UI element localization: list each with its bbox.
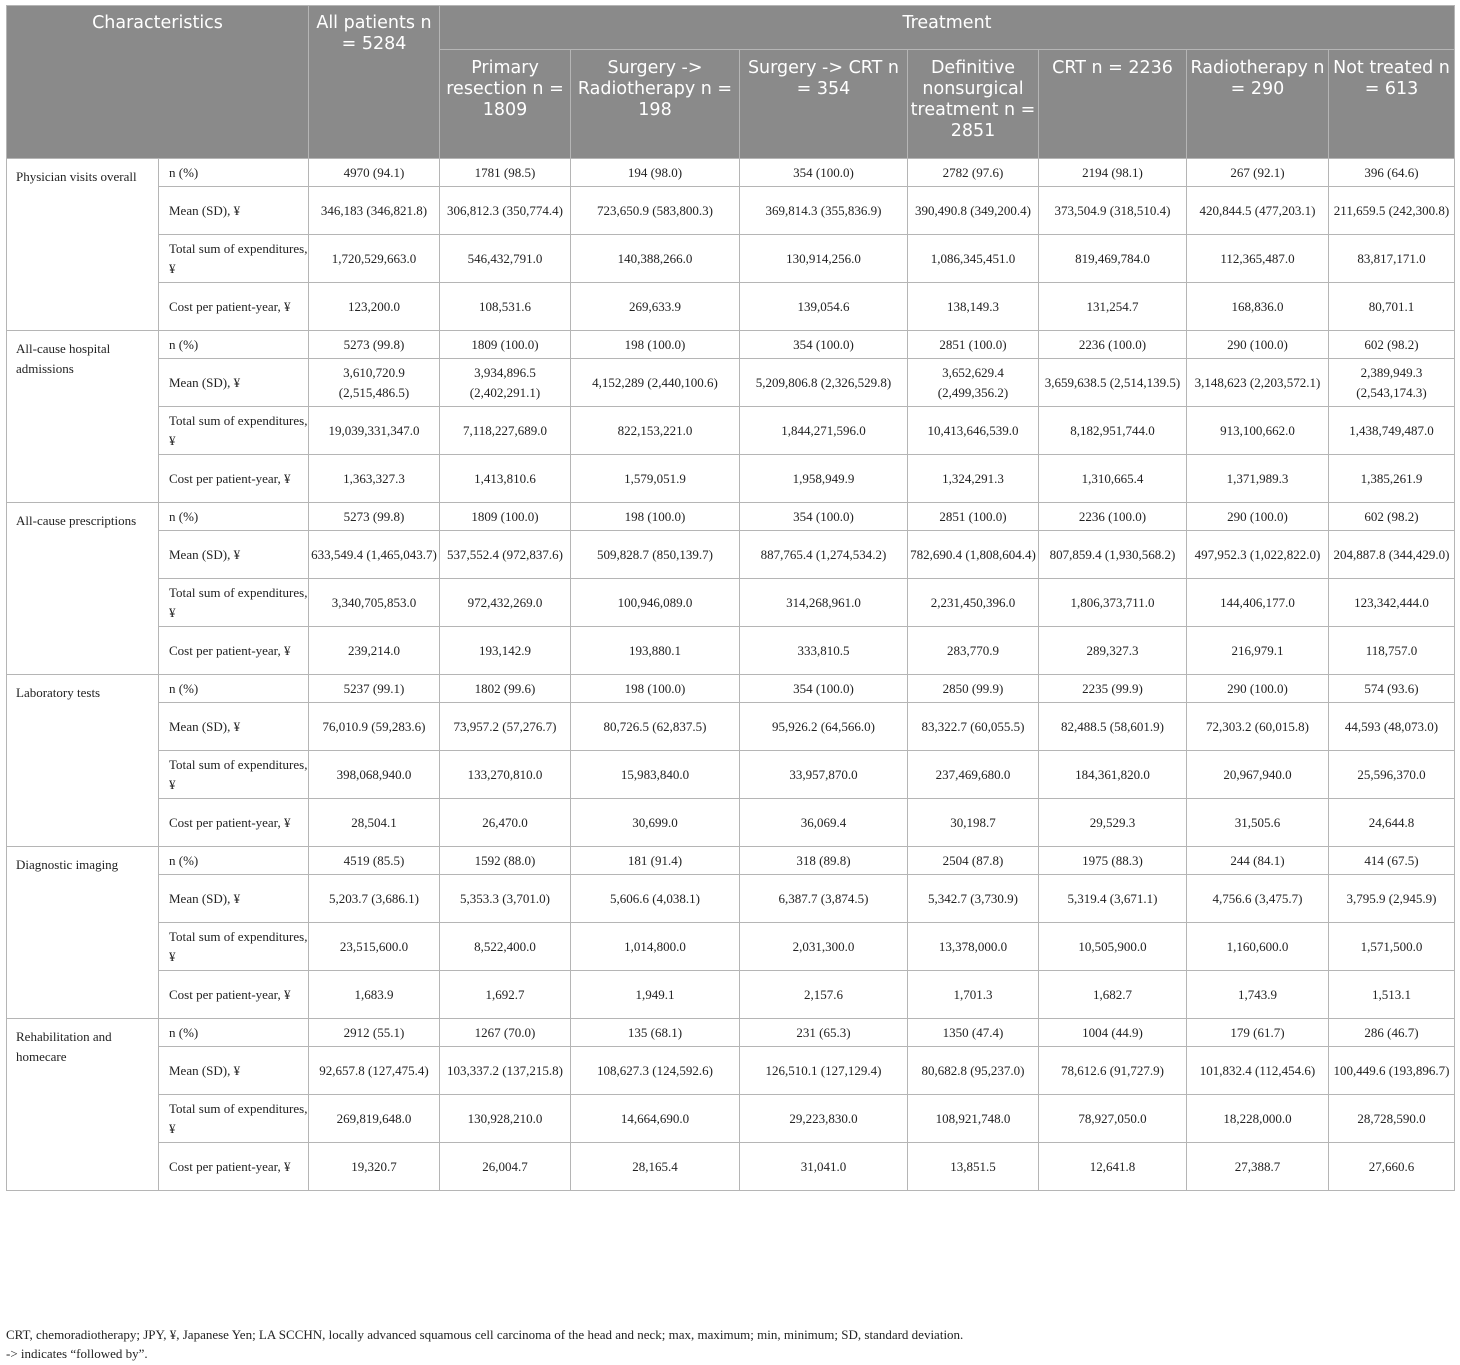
value-cell: 373,504.9 (318,510.4) xyxy=(1039,187,1187,235)
section-label: Laboratory tests xyxy=(7,675,159,847)
section-label: Diagnostic imaging xyxy=(7,847,159,1019)
value-cell: 390,490.8 (349,200.4) xyxy=(908,187,1039,235)
value-cell: 5,319.4 (3,671.1) xyxy=(1039,875,1187,923)
value-cell: 92,657.8 (127,475.4) xyxy=(309,1047,440,1095)
value-cell: 130,928,210.0 xyxy=(440,1095,571,1143)
header-group-primary-resection: Primary resection n = 1809 xyxy=(440,50,571,159)
table-row xyxy=(7,847,1455,875)
value-cell: 198 (100.0) xyxy=(571,675,740,703)
value-cell: 184,361,820.0 xyxy=(1039,751,1187,799)
value-cell: 31,041.0 xyxy=(740,1143,908,1191)
header-characteristics: Characteristics xyxy=(7,6,309,159)
value-cell: 1,958,949.9 xyxy=(740,455,908,503)
metric-label: Cost per patient-year, ¥ xyxy=(159,627,309,675)
value-cell: 5,203.7 (3,686.1) xyxy=(309,875,440,923)
value-cell: 2782 (97.6) xyxy=(908,159,1039,187)
table-row xyxy=(7,159,1455,187)
section-label: All-cause hospital admissions xyxy=(7,331,159,503)
value-cell: 103,337.2 (137,215.8) xyxy=(440,1047,571,1095)
value-cell: 1802 (99.6) xyxy=(440,675,571,703)
value-cell: 1781 (98.5) xyxy=(440,159,571,187)
value-cell: 1267 (70.0) xyxy=(440,1019,571,1047)
value-cell: 1,413,810.6 xyxy=(440,455,571,503)
value-cell: 1,324,291.3 xyxy=(908,455,1039,503)
value-cell: 290 (100.0) xyxy=(1187,331,1329,359)
value-cell: 346,183 (346,821.8) xyxy=(309,187,440,235)
value-cell: 144,406,177.0 xyxy=(1187,579,1329,627)
value-cell: 19,039,331,347.0 xyxy=(309,407,440,455)
value-cell: 4,756.6 (3,475.7) xyxy=(1187,875,1329,923)
value-cell: 126,510.1 (127,129.4) xyxy=(740,1047,908,1095)
table-row xyxy=(7,1143,1455,1191)
value-cell: 1975 (88.3) xyxy=(1039,847,1187,875)
value-cell: 2,031,300.0 xyxy=(740,923,908,971)
metric-label: Total sum of expenditures, ¥ xyxy=(159,407,309,455)
value-cell: 7,118,227,689.0 xyxy=(440,407,571,455)
header-group-not-treated: Not treated n = 613 xyxy=(1329,50,1455,159)
value-cell: 2236 (100.0) xyxy=(1039,331,1187,359)
value-cell: 83,322.7 (60,055.5) xyxy=(908,703,1039,751)
value-cell: 286 (46.7) xyxy=(1329,1019,1455,1047)
value-cell: 3,652,629.4 (2,499,356.2) xyxy=(908,359,1039,407)
footnote-arrow: -> indicates “followed by”. xyxy=(6,1346,148,1361)
value-cell: 2,157.6 xyxy=(740,971,908,1019)
value-cell: 83,817,171.0 xyxy=(1329,235,1455,283)
value-cell: 193,142.9 xyxy=(440,627,571,675)
value-cell: 26,470.0 xyxy=(440,799,571,847)
value-cell: 1,513.1 xyxy=(1329,971,1455,1019)
value-cell: 211,659.5 (242,300.8) xyxy=(1329,187,1455,235)
metric-label: n (%) xyxy=(159,675,309,703)
header-group-crt: CRT n = 2236 xyxy=(1039,50,1187,159)
metric-label: n (%) xyxy=(159,331,309,359)
value-cell: 5,353.3 (3,701.0) xyxy=(440,875,571,923)
value-cell: 108,531.6 xyxy=(440,283,571,331)
table-row xyxy=(7,359,1455,407)
value-cell: 3,659,638.5 (2,514,139.5) xyxy=(1039,359,1187,407)
metric-label: Cost per patient-year, ¥ xyxy=(159,283,309,331)
metric-label: Cost per patient-year, ¥ xyxy=(159,455,309,503)
value-cell: 546,432,791.0 xyxy=(440,235,571,283)
value-cell: 5237 (99.1) xyxy=(309,675,440,703)
table-row xyxy=(7,971,1455,1019)
value-cell: 2235 (99.9) xyxy=(1039,675,1187,703)
value-cell: 2504 (87.8) xyxy=(908,847,1039,875)
value-cell: 1809 (100.0) xyxy=(440,331,571,359)
value-cell: 369,814.3 (355,836.9) xyxy=(740,187,908,235)
table-row xyxy=(7,1047,1455,1095)
value-cell: 2,231,450,396.0 xyxy=(908,579,1039,627)
value-cell: 168,836.0 xyxy=(1187,283,1329,331)
value-cell: 27,388.7 xyxy=(1187,1143,1329,1191)
value-cell: 29,529.3 xyxy=(1039,799,1187,847)
value-cell: 269,819,648.0 xyxy=(309,1095,440,1143)
value-cell: 18,228,000.0 xyxy=(1187,1095,1329,1143)
value-cell: 15,983,840.0 xyxy=(571,751,740,799)
table-row xyxy=(7,407,1455,455)
value-cell: 82,488.5 (58,601.9) xyxy=(1039,703,1187,751)
table-row xyxy=(7,923,1455,971)
expenditure-table xyxy=(6,5,1455,1191)
section-label: Physician visits overall xyxy=(7,159,159,331)
metric-label: Mean (SD), ¥ xyxy=(159,1047,309,1095)
value-cell: 108,921,748.0 xyxy=(908,1095,1039,1143)
table-row xyxy=(7,187,1455,235)
value-cell: 78,612.6 (91,727.9) xyxy=(1039,1047,1187,1095)
value-cell: 131,254.7 xyxy=(1039,283,1187,331)
table-row xyxy=(7,579,1455,627)
metric-label: Cost per patient-year, ¥ xyxy=(159,971,309,1019)
value-cell: 1,014,800.0 xyxy=(571,923,740,971)
value-cell: 318 (89.8) xyxy=(740,847,908,875)
value-cell: 204,887.8 (344,429.0) xyxy=(1329,531,1455,579)
value-cell: 138,149.3 xyxy=(908,283,1039,331)
value-cell: 2851 (100.0) xyxy=(908,503,1039,531)
value-cell: 1592 (88.0) xyxy=(440,847,571,875)
value-cell: 14,664,690.0 xyxy=(571,1095,740,1143)
value-cell: 231 (65.3) xyxy=(740,1019,908,1047)
metric-label: Mean (SD), ¥ xyxy=(159,359,309,407)
value-cell: 8,182,951,744.0 xyxy=(1039,407,1187,455)
table-row xyxy=(7,1019,1455,1047)
header-group-surgery-radiotherapy: Surgery -> Radiotherapy n = 198 xyxy=(571,50,740,159)
value-cell: 72,303.2 (60,015.8) xyxy=(1187,703,1329,751)
value-cell: 1,160,600.0 xyxy=(1187,923,1329,971)
metric-label: Total sum of expenditures, ¥ xyxy=(159,579,309,627)
value-cell: 1,438,749,487.0 xyxy=(1329,407,1455,455)
value-cell: 4,152,289 (2,440,100.6) xyxy=(571,359,740,407)
value-cell: 76,010.9 (59,283.6) xyxy=(309,703,440,751)
value-cell: 1809 (100.0) xyxy=(440,503,571,531)
value-cell: 179 (61.7) xyxy=(1187,1019,1329,1047)
table-row xyxy=(7,531,1455,579)
table-row xyxy=(7,799,1455,847)
metric-label: n (%) xyxy=(159,503,309,531)
value-cell: 602 (98.2) xyxy=(1329,503,1455,531)
value-cell: 819,469,784.0 xyxy=(1039,235,1187,283)
value-cell: 100,946,089.0 xyxy=(571,579,740,627)
value-cell: 396 (64.6) xyxy=(1329,159,1455,187)
value-cell: 913,100,662.0 xyxy=(1187,407,1329,455)
header-group-surgery-crt: Surgery -> CRT n = 354 xyxy=(740,50,908,159)
value-cell: 306,812.3 (350,774.4) xyxy=(440,187,571,235)
value-cell: 10,505,900.0 xyxy=(1039,923,1187,971)
table-row xyxy=(7,675,1455,703)
table-row xyxy=(7,283,1455,331)
value-cell: 1,806,373,711.0 xyxy=(1039,579,1187,627)
value-cell: 1004 (44.9) xyxy=(1039,1019,1187,1047)
value-cell: 509,828.7 (850,139.7) xyxy=(571,531,740,579)
value-cell: 354 (100.0) xyxy=(740,331,908,359)
value-cell: 574 (93.6) xyxy=(1329,675,1455,703)
table-container xyxy=(6,5,1454,1191)
metric-label: Total sum of expenditures, ¥ xyxy=(159,1095,309,1143)
value-cell: 1,571,500.0 xyxy=(1329,923,1455,971)
value-cell: 3,610,720.9 (2,515,486.5) xyxy=(309,359,440,407)
value-cell: 1,086,345,451.0 xyxy=(908,235,1039,283)
value-cell: 198 (100.0) xyxy=(571,503,740,531)
metric-label: n (%) xyxy=(159,159,309,187)
value-cell: 27,660.6 xyxy=(1329,1143,1455,1191)
value-cell: 1,692.7 xyxy=(440,971,571,1019)
value-cell: 30,198.7 xyxy=(908,799,1039,847)
value-cell: 314,268,961.0 xyxy=(740,579,908,627)
value-cell: 5273 (99.8) xyxy=(309,503,440,531)
value-cell: 3,148,623 (2,203,572.1) xyxy=(1187,359,1329,407)
value-cell: 133,270,810.0 xyxy=(440,751,571,799)
value-cell: 237,469,680.0 xyxy=(908,751,1039,799)
table-row xyxy=(7,627,1455,675)
metric-label: Cost per patient-year, ¥ xyxy=(159,1143,309,1191)
value-cell: 414 (67.5) xyxy=(1329,847,1455,875)
value-cell: 29,223,830.0 xyxy=(740,1095,908,1143)
value-cell: 6,387.7 (3,874.5) xyxy=(740,875,908,923)
value-cell: 123,200.0 xyxy=(309,283,440,331)
header-row-1 xyxy=(7,6,1455,50)
value-cell: 118,757.0 xyxy=(1329,627,1455,675)
section-label: All-cause prescriptions xyxy=(7,503,159,675)
value-cell: 633,549.4 (1,465,043.7) xyxy=(309,531,440,579)
metric-label: Mean (SD), ¥ xyxy=(159,703,309,751)
value-cell: 5,342.7 (3,730.9) xyxy=(908,875,1039,923)
value-cell: 216,979.1 xyxy=(1187,627,1329,675)
value-cell: 194 (98.0) xyxy=(571,159,740,187)
value-cell: 2,389,949.3 (2,543,174.3) xyxy=(1329,359,1455,407)
value-cell: 723,650.9 (583,800.3) xyxy=(571,187,740,235)
value-cell: 3,934,896.5 (2,402,291.1) xyxy=(440,359,571,407)
value-cell: 1,682.7 xyxy=(1039,971,1187,1019)
value-cell: 1,310,665.4 xyxy=(1039,455,1187,503)
value-cell: 78,927,050.0 xyxy=(1039,1095,1187,1143)
value-cell: 181 (91.4) xyxy=(571,847,740,875)
value-cell: 398,068,940.0 xyxy=(309,751,440,799)
header-treatment: Treatment xyxy=(440,6,1455,50)
value-cell: 1,371,989.3 xyxy=(1187,455,1329,503)
value-cell: 887,765.4 (1,274,534.2) xyxy=(740,531,908,579)
value-cell: 1,363,327.3 xyxy=(309,455,440,503)
table-row xyxy=(7,455,1455,503)
value-cell: 2850 (99.9) xyxy=(908,675,1039,703)
value-cell: 283,770.9 xyxy=(908,627,1039,675)
value-cell: 19,320.7 xyxy=(309,1143,440,1191)
value-cell: 1,701.3 xyxy=(908,971,1039,1019)
metric-label: Total sum of expenditures, ¥ xyxy=(159,235,309,283)
metric-label: Mean (SD), ¥ xyxy=(159,187,309,235)
value-cell: 244 (84.1) xyxy=(1187,847,1329,875)
value-cell: 20,967,940.0 xyxy=(1187,751,1329,799)
value-cell: 822,153,221.0 xyxy=(571,407,740,455)
value-cell: 31,505.6 xyxy=(1187,799,1329,847)
value-cell: 26,004.7 xyxy=(440,1143,571,1191)
value-cell: 5,209,806.8 (2,326,529.8) xyxy=(740,359,908,407)
value-cell: 5,606.6 (4,038.1) xyxy=(571,875,740,923)
value-cell: 269,633.9 xyxy=(571,283,740,331)
value-cell: 8,522,400.0 xyxy=(440,923,571,971)
value-cell: 112,365,487.0 xyxy=(1187,235,1329,283)
value-cell: 497,952.3 (1,022,822.0) xyxy=(1187,531,1329,579)
value-cell: 4519 (85.5) xyxy=(309,847,440,875)
value-cell: 2851 (100.0) xyxy=(908,331,1039,359)
value-cell: 24,644.8 xyxy=(1329,799,1455,847)
table-body xyxy=(7,159,1455,1191)
value-cell: 354 (100.0) xyxy=(740,159,908,187)
value-cell: 139,054.6 xyxy=(740,283,908,331)
value-cell: 3,340,705,853.0 xyxy=(309,579,440,627)
value-cell: 289,327.3 xyxy=(1039,627,1187,675)
value-cell: 2236 (100.0) xyxy=(1039,503,1187,531)
header-group-definitive-nonsurgical: Definitive nonsurgical treatment n = 2851 xyxy=(908,50,1039,159)
value-cell: 80,682.8 (95,237.0) xyxy=(908,1047,1039,1095)
value-cell: 420,844.5 (477,203.1) xyxy=(1187,187,1329,235)
table-row xyxy=(7,1095,1455,1143)
header-group-radiotherapy: Radiotherapy n = 290 xyxy=(1187,50,1329,159)
value-cell: 1,579,051.9 xyxy=(571,455,740,503)
value-cell: 95,926.2 (64,566.0) xyxy=(740,703,908,751)
value-cell: 5273 (99.8) xyxy=(309,331,440,359)
value-cell: 130,914,256.0 xyxy=(740,235,908,283)
footnotes xyxy=(6,1325,1454,1363)
value-cell: 80,701.1 xyxy=(1329,283,1455,331)
metric-label: Cost per patient-year, ¥ xyxy=(159,799,309,847)
value-cell: 333,810.5 xyxy=(740,627,908,675)
value-cell: 80,726.5 (62,837.5) xyxy=(571,703,740,751)
value-cell: 2912 (55.1) xyxy=(309,1019,440,1047)
value-cell: 25,596,370.0 xyxy=(1329,751,1455,799)
value-cell: 13,851.5 xyxy=(908,1143,1039,1191)
value-cell: 123,342,444.0 xyxy=(1329,579,1455,627)
value-cell: 73,957.2 (57,276.7) xyxy=(440,703,571,751)
table-row xyxy=(7,331,1455,359)
metric-label: Mean (SD), ¥ xyxy=(159,875,309,923)
value-cell: 28,165.4 xyxy=(571,1143,740,1191)
value-cell: 354 (100.0) xyxy=(740,503,908,531)
metric-label: Mean (SD), ¥ xyxy=(159,531,309,579)
value-cell: 2194 (98.1) xyxy=(1039,159,1187,187)
value-cell: 1,720,529,663.0 xyxy=(309,235,440,283)
value-cell: 193,880.1 xyxy=(571,627,740,675)
value-cell: 108,627.3 (124,592.6) xyxy=(571,1047,740,1095)
table-row xyxy=(7,875,1455,923)
metric-label: Total sum of expenditures, ¥ xyxy=(159,751,309,799)
table-row xyxy=(7,703,1455,751)
table-row xyxy=(7,235,1455,283)
value-cell: 1,949.1 xyxy=(571,971,740,1019)
table-row xyxy=(7,503,1455,531)
value-cell: 290 (100.0) xyxy=(1187,675,1329,703)
value-cell: 140,388,266.0 xyxy=(571,235,740,283)
value-cell: 1,683.9 xyxy=(309,971,440,1019)
value-cell: 537,552.4 (972,837.6) xyxy=(440,531,571,579)
section-label: Rehabilitation and homecare xyxy=(7,1019,159,1191)
value-cell: 33,957,870.0 xyxy=(740,751,908,799)
value-cell: 239,214.0 xyxy=(309,627,440,675)
value-cell: 198 (100.0) xyxy=(571,331,740,359)
value-cell: 1,844,271,596.0 xyxy=(740,407,908,455)
value-cell: 30,699.0 xyxy=(571,799,740,847)
value-cell: 1350 (47.4) xyxy=(908,1019,1039,1047)
value-cell: 23,515,600.0 xyxy=(309,923,440,971)
value-cell: 1,385,261.9 xyxy=(1329,455,1455,503)
value-cell: 3,795.9 (2,945.9) xyxy=(1329,875,1455,923)
value-cell: 782,690.4 (1,808,604.4) xyxy=(908,531,1039,579)
metric-label: Total sum of expenditures, ¥ xyxy=(159,923,309,971)
header-all-patients: All patients n = 5284 xyxy=(309,6,440,159)
value-cell: 1,743.9 xyxy=(1187,971,1329,1019)
value-cell: 602 (98.2) xyxy=(1329,331,1455,359)
value-cell: 267 (92.1) xyxy=(1187,159,1329,187)
value-cell: 13,378,000.0 xyxy=(908,923,1039,971)
value-cell: 10,413,646,539.0 xyxy=(908,407,1039,455)
value-cell: 972,432,269.0 xyxy=(440,579,571,627)
value-cell: 28,504.1 xyxy=(309,799,440,847)
value-cell: 354 (100.0) xyxy=(740,675,908,703)
footnote-abbreviations: CRT, chemoradiotherapy; JPY, ¥, Japanese Yen; LA SCCHN, locally advanced squamous cell carcinoma of the head and neck; max, maximum; min, minimum; SD, standard deviation. xyxy=(6,1327,964,1342)
metric-label: n (%) xyxy=(159,1019,309,1047)
value-cell: 28,728,590.0 xyxy=(1329,1095,1455,1143)
metric-label: n (%) xyxy=(159,847,309,875)
table-row xyxy=(7,751,1455,799)
value-cell: 290 (100.0) xyxy=(1187,503,1329,531)
value-cell: 44,593 (48,073.0) xyxy=(1329,703,1455,751)
value-cell: 135 (68.1) xyxy=(571,1019,740,1047)
value-cell: 12,641.8 xyxy=(1039,1143,1187,1191)
value-cell: 807,859.4 (1,930,568.2) xyxy=(1039,531,1187,579)
value-cell: 4970 (94.1) xyxy=(309,159,440,187)
value-cell: 101,832.4 (112,454.6) xyxy=(1187,1047,1329,1095)
value-cell: 100,449.6 (193,896.7) xyxy=(1329,1047,1455,1095)
value-cell: 36,069.4 xyxy=(740,799,908,847)
